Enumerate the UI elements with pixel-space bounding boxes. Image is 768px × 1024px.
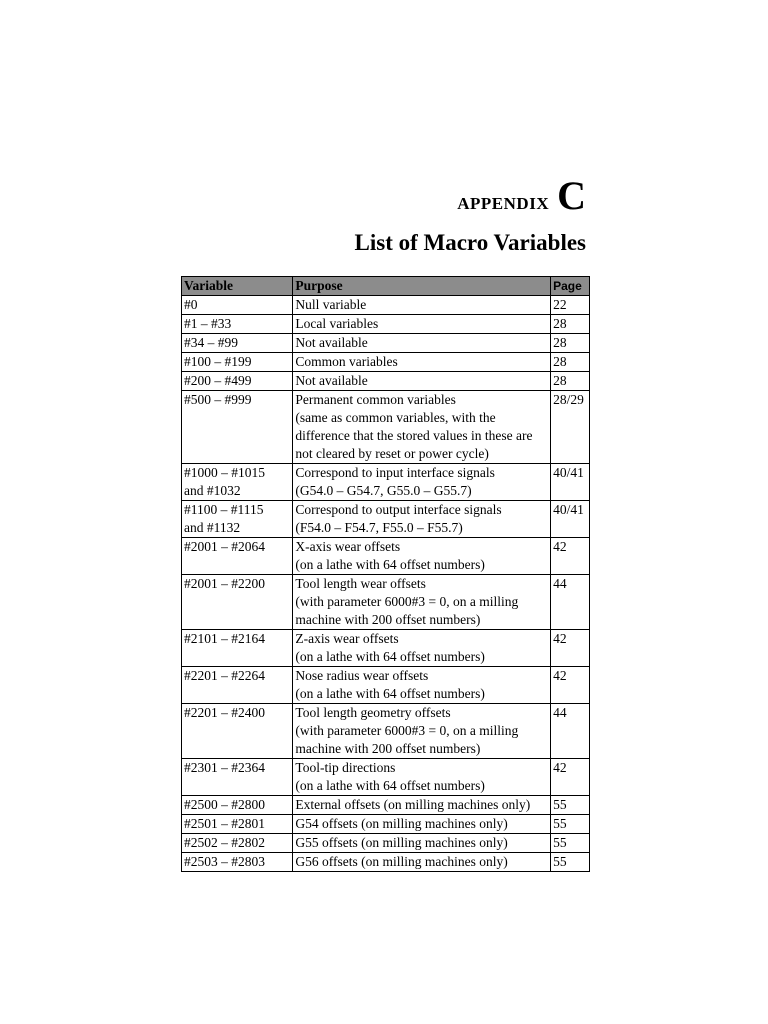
purpose-text: Tool length geometry offsets <box>295 705 451 720</box>
variable-cell <box>182 630 293 667</box>
column-header-purpose: Purpose <box>293 277 551 296</box>
purpose-text: Local variables <box>295 316 379 331</box>
variable-text: #1100 – #1115 <box>184 502 264 517</box>
variable-text: #2502 – #2802 <box>184 835 265 850</box>
purpose-text: (G54.0 – G54.7, G55.0 – G55.7) <box>295 483 472 498</box>
variable-text: and #1132 <box>184 520 241 535</box>
column-header-variable: Variable <box>182 277 293 296</box>
variable-text: #2301 – #2364 <box>184 760 265 775</box>
page-cell: 28 <box>551 372 590 391</box>
variable-cell <box>182 834 293 853</box>
table-row <box>182 315 590 334</box>
purpose-text: Correspond to output interface signals <box>295 502 502 517</box>
purpose-text: Null variable <box>295 297 367 312</box>
table-row <box>182 372 590 391</box>
variable-cell <box>182 464 293 501</box>
purpose-cell <box>293 759 551 796</box>
variable-text: #100 – #199 <box>184 354 252 369</box>
purpose-cell <box>293 296 551 315</box>
variable-cell <box>182 759 293 796</box>
page-cell: 28 <box>551 353 590 372</box>
purpose-text: Not available <box>295 373 368 388</box>
table-row <box>182 704 590 759</box>
purpose-cell <box>293 575 551 630</box>
variable-cell <box>182 391 293 464</box>
table-header-row <box>182 277 590 296</box>
page-cell: 44 <box>551 704 590 759</box>
page-cell: 28/29 <box>551 391 590 464</box>
variable-cell <box>182 796 293 815</box>
variable-cell <box>182 296 293 315</box>
variable-text: #0 <box>184 297 198 312</box>
page-cell: 55 <box>551 834 590 853</box>
variable-text: #2001 – #2200 <box>184 576 265 591</box>
purpose-cell <box>293 538 551 575</box>
purpose-text: machine with 200 offset numbers) <box>295 612 481 627</box>
purpose-text: (with parameter 6000#3 = 0, on a milling <box>295 723 519 738</box>
purpose-text: G56 offsets (on milling machines only) <box>295 854 508 869</box>
page-cell: 28 <box>551 334 590 353</box>
purpose-text: Not available <box>295 335 368 350</box>
table-row <box>182 796 590 815</box>
variable-cell <box>182 372 293 391</box>
appendix-word: APPENDIX <box>457 194 550 213</box>
variable-cell <box>182 501 293 538</box>
table-row <box>182 353 590 372</box>
page-cell: 42 <box>551 667 590 704</box>
variable-cell <box>182 575 293 630</box>
purpose-cell <box>293 372 551 391</box>
variable-cell <box>182 667 293 704</box>
purpose-cell <box>293 667 551 704</box>
purpose-text: (on a lathe with 64 offset numbers) <box>295 649 485 664</box>
variable-text: #1 – #33 <box>184 316 232 331</box>
purpose-cell <box>293 834 551 853</box>
purpose-cell <box>293 501 551 538</box>
purpose-text: Tool-tip directions <box>295 760 396 775</box>
appendix-heading <box>457 172 586 219</box>
variable-text: #2201 – #2264 <box>184 668 265 683</box>
page-cell: 40/41 <box>551 464 590 501</box>
purpose-cell <box>293 391 551 464</box>
page-title: List of Macro Variables <box>354 230 586 255</box>
purpose-text: not cleared by reset or power cycle) <box>295 446 489 461</box>
macro-variables-table <box>181 276 590 872</box>
purpose-cell <box>293 853 551 872</box>
table-row <box>182 575 590 630</box>
page-cell: 55 <box>551 853 590 872</box>
appendix-letter: C <box>557 173 586 218</box>
variable-cell <box>182 704 293 759</box>
table-row <box>182 334 590 353</box>
purpose-text: Nose radius wear offsets <box>295 668 429 683</box>
variable-text: #34 – #99 <box>184 335 238 350</box>
variable-cell <box>182 353 293 372</box>
table-row <box>182 759 590 796</box>
purpose-text: (F54.0 – F54.7, F55.0 – F55.7) <box>295 520 463 535</box>
purpose-cell <box>293 464 551 501</box>
purpose-cell <box>293 353 551 372</box>
variable-cell <box>182 853 293 872</box>
table-row <box>182 667 590 704</box>
purpose-cell <box>293 315 551 334</box>
table-row <box>182 630 590 667</box>
purpose-text: machine with 200 offset numbers) <box>295 741 481 756</box>
purpose-cell <box>293 704 551 759</box>
variable-text: #1000 – #1015 <box>184 465 265 480</box>
purpose-text: Common variables <box>295 354 398 369</box>
page-cell: 28 <box>551 315 590 334</box>
variable-cell <box>182 334 293 353</box>
page-cell: 44 <box>551 575 590 630</box>
page-cell: 42 <box>551 630 590 667</box>
table-row <box>182 815 590 834</box>
table-row <box>182 391 590 464</box>
page-cell: 22 <box>551 296 590 315</box>
purpose-text: (on a lathe with 64 offset numbers) <box>295 778 485 793</box>
page-cell: 42 <box>551 538 590 575</box>
column-header-page: Page <box>551 277 590 296</box>
variable-text: #500 – #999 <box>184 392 252 407</box>
variable-text: and #1032 <box>184 483 241 498</box>
page-cell: 40/41 <box>551 501 590 538</box>
purpose-text: External offsets (on milling machines only) <box>295 797 531 812</box>
purpose-cell <box>293 815 551 834</box>
purpose-text: G54 offsets (on milling machines only) <box>295 816 508 831</box>
page-cell: 55 <box>551 815 590 834</box>
table-row <box>182 464 590 501</box>
purpose-text: X-axis wear offsets <box>295 539 401 554</box>
purpose-text: (on a lathe with 64 offset numbers) <box>295 686 485 701</box>
variable-cell <box>182 315 293 334</box>
variable-text: #2101 – #2164 <box>184 631 265 646</box>
purpose-cell <box>293 630 551 667</box>
variable-text: #200 – #499 <box>184 373 252 388</box>
purpose-text: Correspond to input interface signals <box>295 465 495 480</box>
variable-text: #2501 – #2801 <box>184 816 265 831</box>
variable-text: #2001 – #2064 <box>184 539 265 554</box>
variable-text: #2500 – #2800 <box>184 797 265 812</box>
variable-cell <box>182 815 293 834</box>
page-cell: 42 <box>551 759 590 796</box>
purpose-text: Z-axis wear offsets <box>295 631 399 646</box>
table-row <box>182 296 590 315</box>
variable-text: #2503 – #2803 <box>184 854 265 869</box>
table-row <box>182 501 590 538</box>
purpose-text: (on a lathe with 64 offset numbers) <box>295 557 485 572</box>
purpose-cell <box>293 334 551 353</box>
table-row <box>182 853 590 872</box>
purpose-text: difference that the stored values in these are <box>295 428 533 443</box>
purpose-text: (same as common variables, with the <box>295 410 496 425</box>
purpose-cell <box>293 796 551 815</box>
table-row <box>182 538 590 575</box>
purpose-text: Permanent common variables <box>295 392 456 407</box>
variable-text: #2201 – #2400 <box>184 705 265 720</box>
page-cell: 55 <box>551 796 590 815</box>
purpose-text: Tool length wear offsets <box>295 576 426 591</box>
table-row <box>182 834 590 853</box>
variable-cell <box>182 538 293 575</box>
purpose-text: (with parameter 6000#3 = 0, on a milling <box>295 594 519 609</box>
purpose-text: G55 offsets (on milling machines only) <box>295 835 508 850</box>
